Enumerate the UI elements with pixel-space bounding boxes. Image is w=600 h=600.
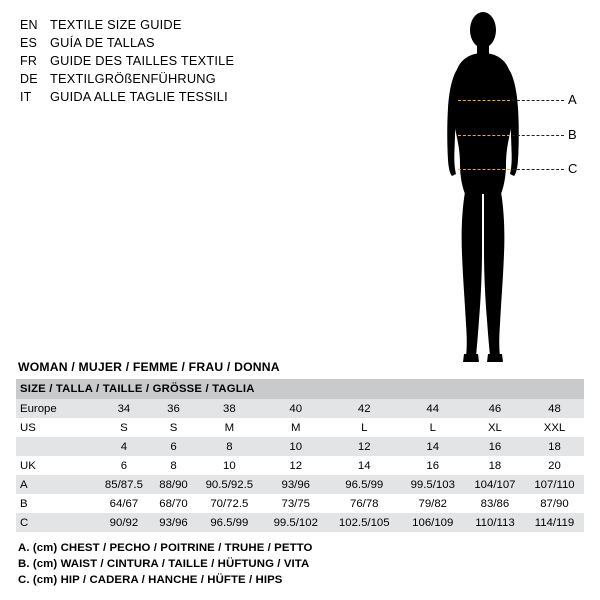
- legend-line-b: B. (cm) WAIST / CINTURA / TAILLE / HÜFTUNG / VITA: [18, 558, 310, 570]
- cell: 10: [264, 437, 328, 456]
- hip-measure-line-extension: [512, 169, 564, 170]
- cell: 110/113: [465, 513, 525, 532]
- chest-measure-label: A: [568, 92, 577, 107]
- table-row: [16, 475, 584, 494]
- cell: 90.5/92.5: [195, 475, 264, 494]
- cell: 90/92: [96, 513, 152, 532]
- language-row: [20, 88, 320, 106]
- cell: 79/82: [401, 494, 465, 513]
- language-row: [20, 34, 320, 52]
- cell: 20: [525, 456, 584, 475]
- cell: 6: [96, 456, 152, 475]
- cell: 99.5/102: [264, 513, 328, 532]
- cell: 44: [401, 399, 465, 418]
- table-row: [16, 399, 584, 418]
- cell: 10: [195, 456, 264, 475]
- cell: 12: [264, 456, 328, 475]
- language-title: GUÍA DE TALLAS: [50, 35, 155, 50]
- cell: 46: [465, 399, 525, 418]
- cell: 64/67: [96, 494, 152, 513]
- table-section-title: WOMAN / MUJER / FEMME / FRAU / DONNA: [18, 360, 280, 374]
- cell: 18: [525, 437, 584, 456]
- chest-measure-line-extension: [512, 100, 564, 101]
- cell: XXL: [525, 418, 584, 437]
- cell: 42: [328, 399, 401, 418]
- cell: 76/78: [328, 494, 401, 513]
- language-row: [20, 52, 320, 70]
- cell: 18: [465, 456, 525, 475]
- cell: S: [96, 418, 152, 437]
- row-label: UK: [16, 456, 96, 475]
- cell: 107/110: [525, 475, 584, 494]
- language-row: [20, 16, 320, 34]
- cell: 88/90: [152, 475, 195, 494]
- row-label: [16, 437, 96, 456]
- cell: 14: [328, 456, 401, 475]
- table-header-label: SIZE / TALLA / TAILLE / GRÖSSE / TAGLIA: [16, 379, 584, 399]
- language-title: TEXTILE SIZE GUIDE: [50, 17, 182, 32]
- table-header-row: [16, 379, 584, 399]
- legend-line-c: C. (cm) HIP / CADERA / HANCHE / HÜFTE / HIPS: [18, 574, 283, 586]
- cell: 102.5/105: [328, 513, 401, 532]
- chest-measure-line: [458, 100, 510, 101]
- cell: 6: [152, 437, 195, 456]
- cell: 48: [525, 399, 584, 418]
- cell: XL: [465, 418, 525, 437]
- cell: 70/72.5: [195, 494, 264, 513]
- cell: 83/86: [465, 494, 525, 513]
- cell: 96.5/99: [328, 475, 401, 494]
- language-code: DE: [20, 72, 38, 86]
- cell: 85/87.5: [96, 475, 152, 494]
- cell: 114/119: [525, 513, 584, 532]
- table-row: [16, 437, 584, 456]
- cell: 12: [328, 437, 401, 456]
- table-row: [16, 456, 584, 475]
- cell: 38: [195, 399, 264, 418]
- table-row: [16, 494, 584, 513]
- cell: 68/70: [152, 494, 195, 513]
- language-title: TEXTILGRÖßENFÜHRUNG: [50, 71, 216, 86]
- row-label: US: [16, 418, 96, 437]
- language-title: GUIDE DES TAILLES TEXTILE: [50, 53, 235, 68]
- language-code: IT: [20, 90, 32, 104]
- language-code: ES: [20, 36, 38, 50]
- size-table-area: [16, 360, 584, 532]
- hip-measure-label: C: [568, 161, 578, 176]
- language-code: FR: [20, 54, 38, 68]
- cell: L: [328, 418, 401, 437]
- cell: M: [264, 418, 328, 437]
- cell: M: [195, 418, 264, 437]
- cell: 16: [401, 456, 465, 475]
- cell: 96.5/99: [195, 513, 264, 532]
- row-label: Europe: [16, 399, 96, 418]
- size-table: [16, 379, 584, 532]
- cell: 16: [465, 437, 525, 456]
- legend-line-a: A. (cm) CHEST / PECHO / POITRINE / TRUHE / PETTO: [18, 542, 313, 554]
- table-row: [16, 418, 584, 437]
- cell: 73/75: [264, 494, 328, 513]
- cell: L: [401, 418, 465, 437]
- cell: 40: [264, 399, 328, 418]
- language-code: EN: [20, 18, 38, 32]
- row-label: B: [16, 494, 96, 513]
- cell: 104/107: [465, 475, 525, 494]
- row-label: C: [16, 513, 96, 532]
- cell: S: [152, 418, 195, 437]
- cell: 8: [195, 437, 264, 456]
- cell: 34: [96, 399, 152, 418]
- row-label: A: [16, 475, 96, 494]
- cell: 106/109: [401, 513, 465, 532]
- cell: 93/96: [264, 475, 328, 494]
- cell: 14: [401, 437, 465, 456]
- table-row: [16, 513, 584, 532]
- cell: 8: [152, 456, 195, 475]
- language-title: GUIDA ALLE TAGLIE TESSILI: [50, 89, 228, 104]
- cell: 99.5/103: [401, 475, 465, 494]
- cell: 4: [96, 437, 152, 456]
- language-row: [20, 70, 320, 88]
- body-figure: [400, 4, 590, 374]
- woman-silhouette-icon: [400, 4, 590, 374]
- measurement-legend: [18, 540, 578, 588]
- language-title-block: [20, 16, 320, 106]
- waist-measure-label: B: [568, 127, 577, 142]
- cell: 36: [152, 399, 195, 418]
- hip-measure-line: [458, 169, 510, 170]
- cell: 87/90: [525, 494, 584, 513]
- waist-measure-line-extension: [512, 135, 564, 136]
- waist-measure-line: [458, 135, 510, 136]
- cell: 93/96: [152, 513, 195, 532]
